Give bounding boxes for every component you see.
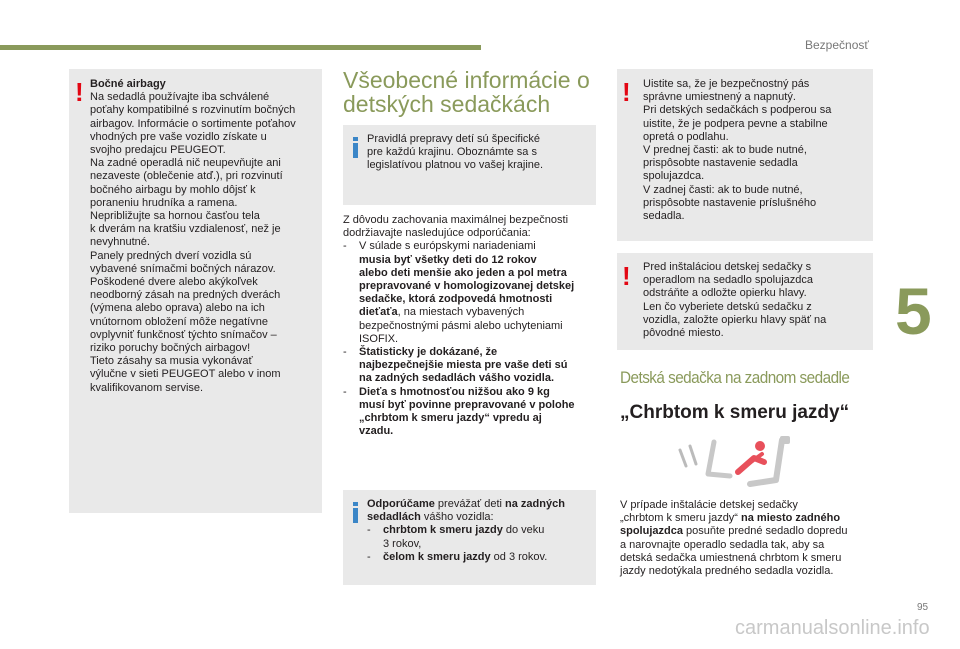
page-number: 95 xyxy=(917,602,929,613)
seatbelt-warning-box xyxy=(617,69,873,241)
recommendation-info-box xyxy=(343,490,596,585)
side-airbag-warning-text: Bočné airbagy Na sedadlá používajte iba schválené poťahy kompatibilné s rozvinutím bočných airbagov. Informácie o sortimente poťahov vhodných pre vaše vozidlo získate u svojho predajcu PEUGEOT. Na zadné operadlá nič neupevňujte ani nezaveste (oblečenie atď.), pri rozvinutí bočného airbagu by mohlo dôjsť k poraneniu hrudníka a ramena. Nepribližujte sa hornou časťou tela k dverám na kratšiu vzdialenosť, než je nevyhnutné. Panely predných dverí vozidla sú vybavené snímačmi bočných nárazov. Poškodené dvere alebo akýkoľvek neodborný zásah na predných dverách (výmena alebo oprava) alebo na ich vnútornom obložení môže negatívne ovplyvniť funkčnosť týchto snímačov – riziko poruchy bočných airbagov! Tieto zásahy sa musia vykonávať výlučne v sieti PEUGEOT alebo v inom kvalifikovanom servise. xyxy=(90,78,320,395)
recommendation-info-text: Odporúčame prevážať deti na zadných sedadlách vášho vozidla: - chrbtom k smeru jazdy do veku 3 rokov, - čelom k smeru jazdy od 3 rokov. xyxy=(367,498,565,563)
side-airbag-warning-box xyxy=(69,69,322,513)
chapter-number: 5 xyxy=(895,274,932,348)
warning-exclamation-icon: ! xyxy=(75,77,84,107)
seatbelt-warning-text: Uistite sa, že je bezpečnostný pás správne umiestnený a napnutý. Pri detských sedačkách s podperou sa uistite, že je podpera pevne a stabilne opretá o podlahu. V prednej časti: ak to bude nutné, prispôsobte nastavenie sedadla spolujazdca. V zadnej časti: ak to bude nutné, prispôsobte nastavenie príslušného sedadla. xyxy=(643,78,832,223)
recommendations-text: Z dôvodu zachovania maximálnej bezpečnosti dodržiavajte nasledujúce odporúčania: - V súlade s európskymi nariadeniami musia byť všetky deti do 12 rokov alebo deti menšie ako jeden a pol metra prepravované v homologizovanej detskej sedačke, ktorá zodpovedá hmotnosti dieťaťa, na miestach vybavených bezpečnostnými pásmi alebo uchyteniami ISOFIX. - Štatisticky je dokázané, že najbezpečnejšie miesta pre vaše deti sú na zadných sedadlách vášho vozidla. - Dieťa s hmotnosťou nižšou ako 9 kg musí byť povinne prepravované v polohe „chrbtom k smeru jazdy“ vpredu aj vzadu. xyxy=(343,214,575,438)
subheading: „Chrbtom k smeru jazdy“ xyxy=(620,402,850,423)
header-rule xyxy=(0,45,481,50)
headrest-warning-text: Pred inštaláciou detskej sedačky s operadlom na sedadlo spolujazdca odstráňte a odložte opierku hlavy. Len čo vyberiete detskú sedačku z vozidla, založte opierku hlavy späť na pôvodné miesto. xyxy=(643,261,827,340)
section-title: Bezpečnosť xyxy=(805,38,869,52)
info-icon xyxy=(351,502,361,523)
rear-seat-paragraph: V prípade inštalácie detskej sedačky „chrbtom k smeru jazdy“ na miesto zadného spolujazdca posuňte predné sedadlo dopredu a narovnajte operadlo sedadla tak, aby sa detská sedačka umiestnená chrbtom k smeru jazdy nedotýkala predného sedadla vozidla. xyxy=(620,499,848,578)
page-title: Všeobecné informácie o detských sedačkách xyxy=(343,67,590,117)
rear-facing-child-seat-icon xyxy=(672,434,812,494)
watermark: carmanualsonline.info xyxy=(735,617,930,639)
warning-title: Bočné airbagy xyxy=(90,78,166,90)
warning-exclamation-icon: ! xyxy=(622,77,631,107)
legislation-info-text: Pravidlá prepravy detí sú špecifické pre každú krajinu. Oboznámte sa s legislatívou platnou vo vašej krajine. xyxy=(367,133,544,172)
headrest-warning-box xyxy=(617,253,873,350)
legislation-info-box xyxy=(343,125,596,205)
section-heading: Detská sedačka na zadnom sedadle xyxy=(620,368,850,387)
warning-exclamation-icon: ! xyxy=(622,261,631,291)
info-icon xyxy=(351,137,361,158)
